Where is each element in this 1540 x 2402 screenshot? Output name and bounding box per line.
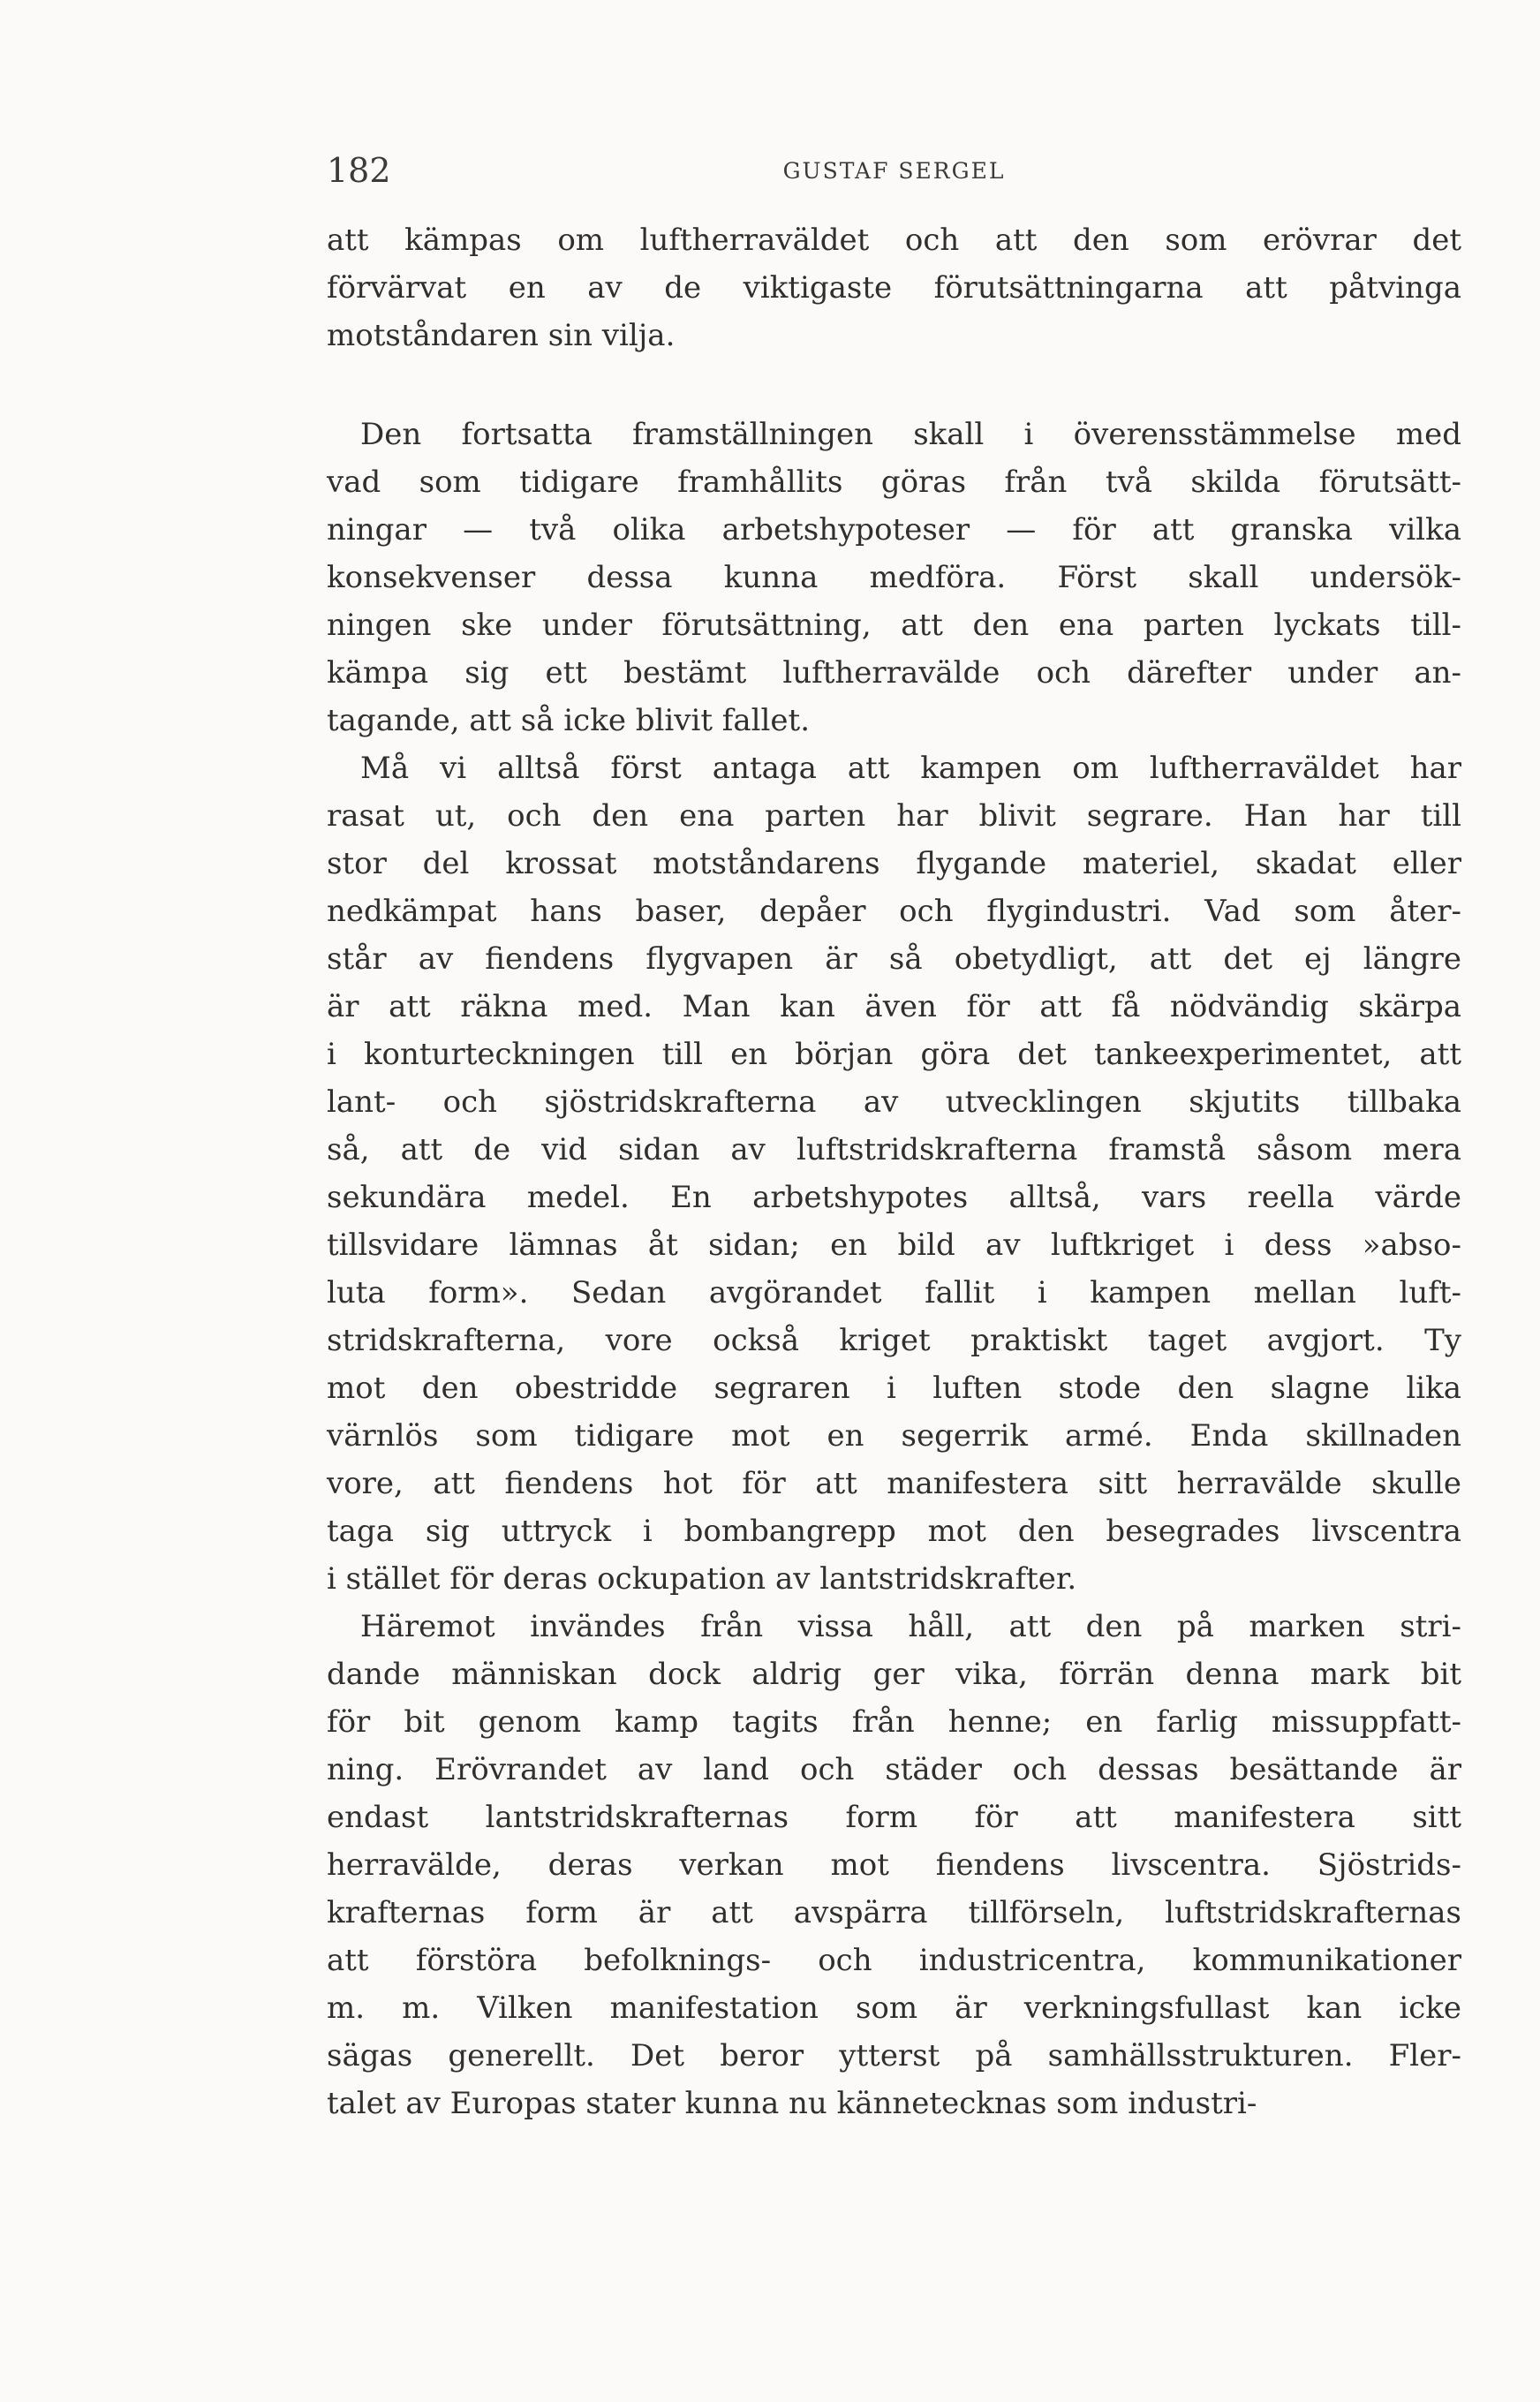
text-line: endast lantstridskrafternas form för att manifestera sitt	[327, 1800, 1461, 1835]
text-line: mot den obestridde segraren i luften stode den slagne lika	[327, 1371, 1461, 1406]
text-line: krafternas form är att avspärra tillförseln, luftstridskrafternas	[327, 1895, 1461, 1930]
text-line: vad som tidigare framhållits göras från två skilda förutsätt-	[327, 465, 1461, 500]
text-line: lant- och sjöstridskrafterna av utvecklingen skjutits tillbaka	[327, 1084, 1461, 1120]
page-number: 182	[327, 151, 391, 190]
page-header	[327, 148, 1461, 193]
text-line: stor del krossat motståndarens flygande materiel, skadat eller	[327, 846, 1461, 881]
text-line: tillsvidare lämnas åt sidan; en bild av luftkriget i dess »abso-	[327, 1227, 1461, 1263]
text-line: för bit genom kamp tagits från henne; en farlig missuppfatt-	[327, 1704, 1461, 1740]
text-line: förvärvat en av de viktigaste förutsättningarna att påtvinga	[327, 270, 1461, 306]
text-line: sekundära medel. En arbetshypotes alltså, vars reella värde	[327, 1180, 1461, 1215]
text-line: kämpa sig ett bestämt luftherravälde och därefter under an-	[327, 655, 1461, 691]
text-line: i konturteckningen till en början göra det tankeexperimentet, att	[327, 1037, 1461, 1072]
text-line: att förstöra befolknings- och industricentra, kommunikationer	[327, 1943, 1461, 1978]
text-line: ningar — två olika arbetshypoteser — för att granska vilka	[327, 512, 1461, 548]
text-line: tagande, att så icke blivit fallet.	[327, 703, 811, 738]
text-line: luta form». Sedan avgörandet fallit i kampen mellan luft-	[327, 1275, 1461, 1311]
text-line: Häremot invändes från vissa håll, att den på marken stri-	[360, 1609, 1461, 1644]
text-line: sägas generellt. Det beror ytterst på samhällsstrukturen. Fler-	[327, 2038, 1461, 2073]
text-line: så, att de vid sidan av luftstridskrafterna framstå såsom mera	[327, 1132, 1461, 1167]
paragraph	[327, 744, 1461, 1603]
text-line: i stället för deras ockupation av lantstridskrafter.	[327, 1561, 1077, 1597]
section-gap	[327, 359, 1461, 411]
text-line: Må vi alltså först antaga att kampen om luftherraväldet har	[360, 751, 1461, 786]
text-line: konsekvenser dessa kunna medföra. Först skall undersök-	[327, 560, 1461, 595]
text-line: är att räkna med. Man kan även för att få nödvändig skärpa	[327, 989, 1461, 1024]
paragraph	[327, 1603, 1461, 2127]
text-line: motståndaren sin vilja.	[327, 318, 676, 353]
text-line: Den fortsatta framställningen skall i överensstämmelse med	[360, 417, 1461, 452]
text-line: m. m. Vilken manifestation som är verkningsfullast kan icke	[327, 1990, 1461, 2026]
text-line: att kämpas om luftherraväldet och att den som erövrar det	[327, 223, 1461, 258]
text-line: värnlös som tidigare mot en segerrik armé. Enda skillnaden	[327, 1418, 1461, 1454]
text-line: herravälde, deras verkan mot fiendens livscentra. Sjöstrids-	[327, 1847, 1461, 1883]
running-head: GUSTAF SERGEL	[782, 158, 1006, 184]
text-line: stridskrafterna, vore också kriget praktiskt taget avgjort. Ty	[327, 1323, 1461, 1358]
text-line: taga sig uttryck i bombangrepp mot den besegrades livscentra	[327, 1514, 1461, 1549]
text-line: ningen ske under förutsättning, att den ena parten lyckats till-	[327, 608, 1461, 643]
paragraph	[327, 411, 1461, 744]
text-line: rasat ut, och den ena parten har blivit segrare. Han har till	[327, 798, 1461, 834]
body-text	[327, 216, 1461, 2127]
text-line: ning. Erövrandet av land och städer och dessas besättande är	[327, 1752, 1461, 1787]
text-line: dande människan dock aldrig ger vika, förrän denna mark bit	[327, 1657, 1461, 1692]
text-line: vore, att fiendens hot för att manifestera sitt herravälde skulle	[327, 1466, 1461, 1501]
text-line: talet av Europas stater kunna nu kännetecknas som industri-	[327, 2086, 1257, 2121]
text-line: står av fiendens flygvapen är så obetydligt, att det ej längre	[327, 941, 1461, 977]
text-line: nedkämpat hans baser, depåer och flygindustri. Vad som åter-	[327, 894, 1461, 929]
paragraph	[327, 216, 1461, 359]
